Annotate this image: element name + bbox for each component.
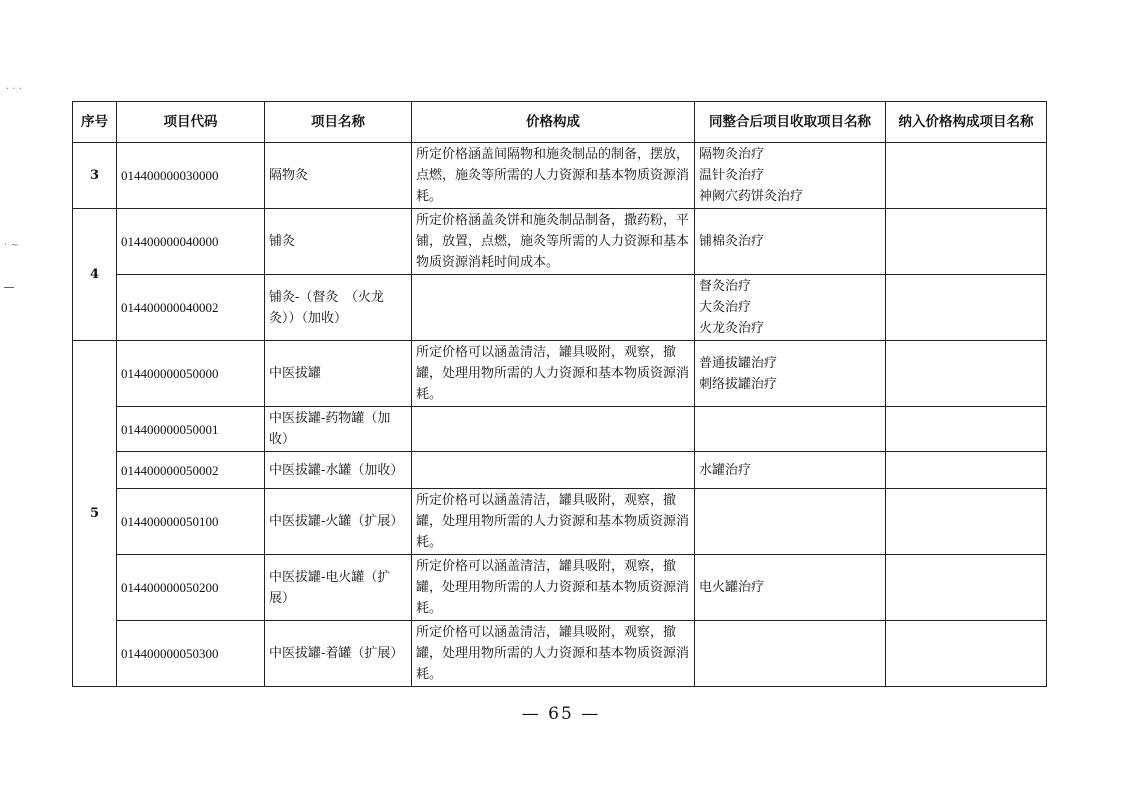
cell-name: 中医拔罐-药物罐（加收） [265, 407, 412, 452]
merged-item: 大灸治疗 [699, 300, 752, 315]
cell-seq: 4 [73, 209, 117, 341]
header-code: 项目代码 [117, 102, 265, 143]
table-row [73, 341, 1047, 407]
cell-name: 中医拔罐-火罐（扩展） [265, 489, 412, 555]
cell-price: 所定价格可以涵盖清洁，罐具吸附，观察，撤罐，处理用物所需的人力资源和基本物质资源消耗。 [412, 341, 695, 407]
cell-code: 014400000050000 [117, 341, 265, 407]
cell-price: 所定价格涵盖间隔物和施灸制品的制备，摆放，点燃，施灸等所需的人力资源和基本物质资源消耗。 [412, 143, 695, 209]
cell-name: 铺灸-（督灸 （火龙灸））（加收） [265, 275, 412, 341]
cell-included [886, 143, 1047, 209]
cell-code: 014400000050002 [117, 452, 265, 489]
merged-item: 电火罐治疗 [699, 580, 765, 595]
cell-price: 所定价格涵盖灸饼和施灸制品制备，撒药粉，平铺，放置，点燃，施灸等所需的人力资源和基本物质资源消耗时间成本。 [412, 209, 695, 275]
table-header-row [73, 102, 1047, 143]
cell-merged [695, 407, 886, 452]
table-row [73, 407, 1047, 452]
cell-price: 所定价格可以涵盖清洁，罐具吸附，观察，撤罐，处理用物所需的人力资源和基本物质资源消耗。 [412, 555, 695, 621]
scan-speck: · · · [6, 84, 22, 95]
cell-included [886, 275, 1047, 341]
merged-item: 督灸治疗 [699, 279, 752, 294]
cell-price [412, 275, 695, 341]
cell-merged [695, 341, 886, 407]
merged-item: 隔物灸治疗 [699, 147, 765, 162]
cell-code: 014400000050300 [117, 621, 265, 687]
merged-item: 普通拔罐治疗 [699, 355, 778, 371]
cell-name: 铺灸 [265, 209, 412, 275]
cell-price: 所定价格可以涵盖清洁，罐具吸附，观察，撤罐，处理用物所需的人力资源和基本物质资源消耗。 [412, 621, 695, 687]
cell-included [886, 555, 1047, 621]
cell-name: 中医拔罐-着罐（扩展） [265, 621, 412, 687]
cell-included [886, 407, 1047, 452]
table-row [73, 275, 1047, 341]
page-number: — 65 — [521, 704, 601, 724]
cell-merged [695, 452, 886, 489]
merged-item: 神阙穴药饼灸治疗 [699, 189, 804, 204]
merged-item: 火龙灸治疗 [699, 321, 765, 336]
cell-code: 014400000030000 [117, 143, 265, 209]
cell-price [412, 452, 695, 489]
cell-code: 014400000040000 [117, 209, 265, 275]
cell-merged [695, 555, 886, 621]
merged-item: 水罐治疗 [699, 462, 752, 478]
merged-item: 刺络拔罐治疗 [699, 376, 778, 392]
cell-price: 所定价格可以涵盖清洁，罐具吸附，观察，撤罐，处理用物所需的人力资源和基本物质资源消耗。 [412, 489, 695, 555]
cell-name: 隔物灸 [265, 143, 412, 209]
table-row [73, 489, 1047, 555]
merged-item: 铺棉灸治疗 [699, 234, 765, 249]
cell-included [886, 621, 1047, 687]
table-row [73, 555, 1047, 621]
cell-code: 014400000050001 [117, 407, 265, 452]
header-merged: 同整合后项目收取项目名称 [695, 102, 886, 143]
table-row [73, 209, 1047, 275]
cell-seq: 5 [73, 341, 117, 687]
cell-price [412, 407, 695, 452]
cell-included [886, 209, 1047, 275]
cell-seq: 3 [73, 143, 117, 209]
cell-name: 中医拔罐-电火罐（扩展） [265, 555, 412, 621]
cell-included [886, 452, 1047, 489]
cell-included [886, 489, 1047, 555]
cell-included [886, 341, 1047, 407]
scan-speck: · ~ [4, 240, 19, 251]
table-row [73, 143, 1047, 209]
cell-code: 014400000040002 [117, 275, 265, 341]
cell-code: 014400000050200 [117, 555, 265, 621]
cell-name: 中医拔罐 [265, 341, 412, 407]
header-seq: 序号 [73, 102, 117, 143]
cell-name: 中医拔罐-水罐（加收） [265, 452, 412, 489]
cell-merged [695, 209, 886, 275]
table-row [73, 621, 1047, 687]
header-price: 价格构成 [412, 102, 695, 143]
header-included: 纳入价格构成项目名称 [886, 102, 1047, 143]
cell-merged [695, 143, 886, 209]
cell-merged [695, 275, 886, 341]
fee-table [72, 101, 1047, 687]
cell-merged [695, 489, 886, 555]
table-row [73, 452, 1047, 489]
scan-dash [4, 287, 14, 288]
cell-code: 014400000050100 [117, 489, 265, 555]
cell-merged [695, 621, 886, 687]
header-name: 项目名称 [265, 102, 412, 143]
merged-item: 温针灸治疗 [699, 168, 765, 183]
